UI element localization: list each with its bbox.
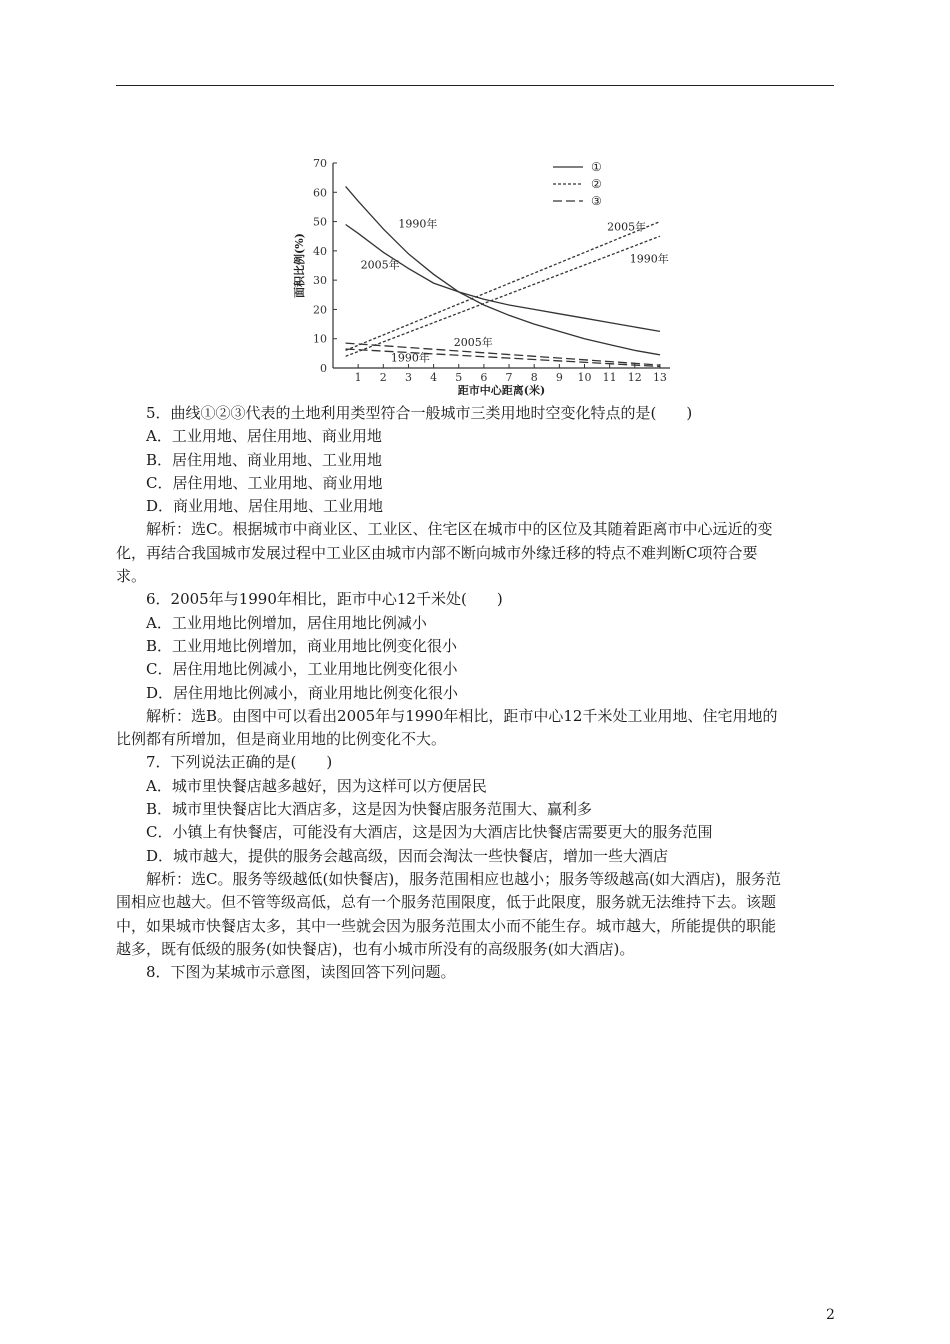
question-7-option-a: A．城市里快餐店越多越好，因为这样可以方便居民	[146, 776, 487, 795]
x-tick-label: 5	[455, 371, 463, 384]
question-6-analysis-line: 比例都有所增加，但是商业用地的比例变化不大。	[116, 730, 447, 749]
question-8-stem: 8．下图为某城市示意图，读图回答下列问题。	[146, 963, 456, 982]
question-7-analysis-line: 越多，既有低级的服务(如快餐店)，也有小城市所没有的高级服务(如大酒店)。	[116, 939, 635, 958]
series-line	[346, 222, 660, 351]
question-7-analysis-line: 解析：选C。服务等级越低(如快餐店)，服务范围相应也越小；服务等级越高(如大酒店)，服务范	[146, 869, 781, 888]
x-tick-label: 6	[480, 371, 488, 384]
y-tick-label: 10	[313, 332, 327, 346]
question-7-stem: 7．下列说法正确的是( )	[146, 753, 333, 772]
legend-label: ③	[591, 194, 602, 208]
question-7-option-b: B．城市里快餐店比大酒店多，这是因为快餐店服务范围大、赢利多	[146, 800, 593, 819]
questions-content	[116, 402, 836, 984]
question-5-option-d: D．商业用地、居住用地、工业用地	[146, 497, 384, 516]
x-tick-label: 4	[430, 371, 438, 384]
land-use-line-chart	[285, 150, 685, 397]
question-6-option-d: D．居住用地比例减小，商业用地比例变化很小	[146, 683, 459, 702]
question-7-analysis-line: 围相应也越大。但不管等级高低，总有一个服务范围限度，低于此限度，服务就无法维持下去。该题	[116, 893, 777, 912]
header-rule	[116, 85, 834, 86]
page-number: 2	[826, 1307, 835, 1323]
legend-label: ②	[591, 177, 602, 191]
x-tick-label: 11	[602, 371, 617, 384]
y-axis-label: 面积比例(%)	[293, 233, 306, 298]
y-tick-label: 70	[313, 157, 327, 170]
question-6-option-a: A．工业用地比例增加，居住用地比例减小	[146, 613, 427, 632]
series-annotation: 1990年	[390, 351, 430, 365]
x-tick-label: 9	[555, 371, 563, 384]
question-5-option-c: C．居住用地、工业用地、商业用地	[146, 473, 383, 492]
x-tick-label: 7	[505, 371, 513, 384]
x-axis-label: 距市中心距离(米)	[457, 384, 546, 397]
y-tick-label: 0	[320, 362, 327, 375]
question-6-option-b: B．工业用地比例增加，商业用地比例变化很小	[146, 636, 458, 655]
question-5-stem: 5．曲线①②③代表的土地利用类型符合一般城市三类用地时空变化特点的是( )	[146, 404, 693, 422]
x-tick-label: 13	[652, 371, 667, 384]
series-line	[346, 236, 660, 356]
question-5-analysis-line: 求。	[116, 567, 147, 586]
question-6-option-c: C．居住用地比例减小，工业用地比例变化很小	[146, 660, 458, 679]
question-6-analysis-line: 解析：选B。由图中可以看出2005年与1990年相比，距市中心12千米处工业用地、住宅用地的	[146, 706, 778, 725]
question-5-analysis-line: 解析：选C。根据城市中商业区、工业区、住宅区在城市中的区位及其随着距离市中心远近的变	[146, 520, 773, 539]
series-line	[346, 225, 660, 332]
series-annotation: 2005年	[607, 220, 647, 234]
y-tick-label: 50	[313, 215, 327, 229]
question-5-option-a: A．工业用地、居住用地、商业用地	[146, 427, 382, 446]
series-annotation: 1990年	[629, 252, 669, 266]
y-tick-label: 20	[313, 303, 327, 317]
legend-label: ①	[591, 160, 602, 174]
x-tick-label: 1	[354, 371, 362, 384]
question-6-stem: 6．2005年与1990年相比，距市中心12千米处( )	[146, 590, 503, 609]
x-tick-label: 2	[379, 371, 387, 384]
y-tick-label: 60	[313, 186, 327, 200]
y-tick-label: 30	[313, 274, 327, 288]
series-annotation: 2005年	[453, 336, 493, 350]
y-tick-label: 40	[313, 244, 327, 258]
question-7-analysis-line: 中，如果城市快餐店太多，其中一些就会因为服务范围太小而不能生存。城市越大，所能提供的职能	[116, 916, 777, 935]
question-5-analysis-line: 化，再结合我国城市发展过程中工业区由城市内部不断向城市外缘迁移的特点不难判断C项符合要	[116, 543, 758, 562]
question-5-option-b: B．居住用地、商业用地、工业用地	[146, 450, 383, 469]
question-7-option-c: C．小镇上有快餐店，可能没有大酒店，这是因为大酒店比快餐店需要更大的服务范围	[146, 823, 713, 842]
x-tick-label: 3	[404, 371, 412, 384]
series-annotation: 2005年	[360, 258, 400, 272]
x-tick-label: 8	[530, 371, 538, 384]
x-tick-label: 10	[577, 371, 592, 384]
question-7-option-d: D．城市越大，提供的服务会越高级，因而会淘汰一些快餐店，增加一些大酒店	[146, 846, 669, 865]
series-annotation: 1990年	[398, 217, 438, 231]
x-tick-label: 12	[627, 371, 642, 384]
